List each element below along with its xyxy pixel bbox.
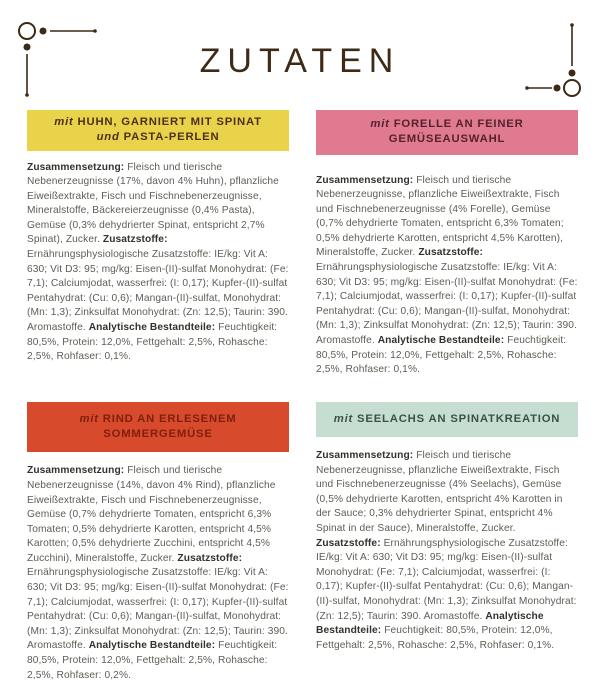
- header-prefix: mit: [79, 412, 99, 425]
- analytische-text: Feuchtigkeit: 80,5%, Protein: 12,0%, Fettgehalt: 2,5%, Rohasche: 2,5%, Rohfaser: 0,1%.: [27, 322, 278, 363]
- section-seelachs: [316, 402, 578, 683]
- section-seelachs-body: [316, 449, 578, 653]
- section-huhn-body: [27, 161, 289, 365]
- section-forelle: [316, 110, 578, 378]
- zusammensetzung-label: Zusammensetzung:: [316, 174, 414, 186]
- page-title: ZUTATEN: [199, 42, 401, 80]
- header-title-line2: PASTA-PERLEN: [123, 131, 220, 144]
- zusatzstoffe-label: Zusatzstoffe:: [102, 234, 168, 246]
- analytische-text: Feuchtigkeit: 80,5%, Protein: 12,0%, Fettgehalt: 2,5%, Rohasche: 2,5%, Rohfaser: 0,2%.: [27, 640, 278, 681]
- zusammensetzung-label: Zusammensetzung:: [27, 465, 125, 477]
- zusammensetzung-text: Fleisch und tierische Nebenerzeugnisse, pflanzliche Eiweißextrakte, Fisch und Fischnebenerzeugnisse (4% Forelle), Gemüse (0,7% dehydrierte Tomaten, entspricht 6,3% Tomaten; 0,5% dehydrierte Karotten, entspricht 4,5% Karotten), Mineralstoffe, Zucker.: [316, 174, 564, 259]
- zusatzstoffe-text: Ernährungsphysiologische Zusatzstoffe: IE/kg: Vit A: 630; Vit D3: 95; mg/kg: Eisen-(II)-sulfat Monohydrat: (Fe: 7,1); Calciumjodat, wasserfrei: (I: 0,17); Kupfer-(II)-sulfat Pentahydrat: (Cu: 0,6); Mangan-(II)-sulfat, Monohydrat: (Mn: 1,3); Zinksulfat Monohydrat: (Zn: 12,5); Taurin: 390. Aromastoffe.: [316, 537, 577, 622]
- corner-ornament-top-left-icon: [16, 18, 116, 100]
- header-title-line1: SEELACHS AN SPINATKREATION: [357, 412, 561, 425]
- section-rind-body: [27, 464, 289, 683]
- zusatzstoffe-text: Ernährungsphysiologische Zusatzstoffe: IE/kg: Vit A: 630; Vit D3: 95; mg/kg: Eisen-(II)-sulfat Monohydrat: (Fe: 7,1); Calciumjodat, wasserfrei: (I: 0,17); Kupfer-(II)-sulfat Pentahydrat: (Cu: 0,6); Mangan-(II)-sulfat, Monohydrat: (Mn: 1,3); Zinksulfat Monohydrat: (Zn: 12,5); Taurin: 390. Aromastoffe.: [316, 262, 578, 347]
- analytische-text: Feuchtigkeit: 80,5%, Protein: 12,0%, Fettgehalt: 2,5%, Rohasche: 2,5%, Rohfaser: 0,1%.: [316, 335, 567, 376]
- zusammensetzung-text: Fleisch und tierische Nebenerzeugnisse (14%, davon 4% Rind), pflanzliche Eiweißextrakte, Fisch und Fischnebenerzeugnisse, Gemüse (0,7% dehydrierte Tomaten, entspricht 6,3% Tomaten; 0,5% dehydrierte Karotten, entspricht 4,5% Karotten; 0,5% dehydrierte Zucchini, entspricht 4,5% Zucchini), Mineralstoffe, Zucker.: [27, 465, 276, 564]
- header-title-line1: RIND AN ERLESENEM SOMMERGEMÜSE: [102, 412, 237, 441]
- section-forelle-header: [316, 110, 578, 155]
- analytische-text: Feuchtigkeit: 80,5%, Protein: 12,0%, Fettgehalt: 2,5%, Rohasche: 2,5%, Rohfaser: 0,1%.: [316, 625, 555, 651]
- product-sections-grid: [0, 104, 600, 683]
- header-title-line1: FORELLE AN FEINER GEMÜSEAUSWAHL: [388, 118, 524, 146]
- zusatzstoffe-label: Zusatzstoffe:: [418, 247, 484, 259]
- header-prefix2: und: [96, 131, 120, 144]
- header-title-line1: HUHN, GARNIERT MIT SPINAT: [77, 116, 262, 128]
- analytische-label: Analytische Bestandteile:: [316, 610, 544, 637]
- zusatzstoffe-text: Ernährungsphysiologische Zusatzstoffe: IE/kg: Vit A: 630; Vit D3: 95; mg/kg: Eisen-(II)-sulfat Monohydrat: (Fe: 7,1); Calciumjodat, wasserfrei: (I: 0,17); Kupfer-(II)-sulfat Pentahydrat: (Cu: 0,6); Mangan-(II)-sulfat, Monohydrat: (Mn: 1,3); Zinksulfat Monohydrat: (Zn: 12,5); Taurin: 390. Aromastoffe.: [27, 567, 289, 652]
- section-huhn-header: [27, 110, 289, 151]
- zusammensetzung-label: Zusammensetzung:: [27, 161, 125, 173]
- section-huhn: [27, 110, 289, 378]
- header-prefix: mit: [54, 116, 74, 128]
- section-forelle-body: [316, 174, 578, 378]
- header-prefix: mit: [333, 412, 354, 425]
- header-prefix: mit: [370, 118, 390, 130]
- section-rind-header: [27, 402, 289, 453]
- zusammensetzung-label: Zusammensetzung:: [316, 450, 414, 462]
- section-rind: [27, 402, 289, 683]
- zusammensetzung-text: Fleisch und tierische Nebenerzeugnisse, pflanzliche Eiweißextrakte, Fisch und Fischnebenerzeugnisse (4% Seelachs), Gemüse (0,5% dehydrierte Karotten, entspricht 4% Karotten in der Sauce; 0,3% dehydrierter Spinat, entspricht 4% Spinat in der Sauce), Mineralstoffe, Zucker.: [316, 450, 563, 535]
- zusatzstoffe-text: Ernährungsphysiologische Zusatzstoffe: IE/kg: Vit A: 630; Vit D3: 95; mg/kg: Eisen-(II)-sulfat Monohydrat: (Fe: 7,1); Calciumjodat, wasserfrei: (I: 0,17); Kupfer-(II)-sulfat Pentahydrat: (Cu: 0,6); Mangan-(II)-sulfat, Monohydrat: (Mn: 1,3); Zinksulfat Monohydrat: (Zn: 12,5); Taurin: 390. Aromastoffe.: [27, 249, 289, 334]
- zusatzstoffe-label: Zusatzstoffe:: [177, 552, 243, 564]
- analytische-label: Analytische Bestandteile:: [88, 640, 216, 652]
- zusatzstoffe-label: Zusatzstoffe:: [316, 537, 381, 549]
- section-seelachs-header: [316, 402, 578, 437]
- zusammensetzung-text: Fleisch und tierische Nebenerzeugnisse (17%, davon 4% Huhn), pflanzliche Eiweißextrakte, Fisch und Fischnebenerzeugnisse, Mineralstoffe, Bäckereierzeugnisse (0,4% Pasta), Gemüse (0,3% dehydrierter Spinat, entspricht 2,7% Spinat), Zucker.: [27, 161, 279, 246]
- page-header: [0, 0, 600, 104]
- corner-ornament-top-right-icon: [506, 18, 584, 100]
- analytische-label: Analytische Bestandteile:: [377, 335, 505, 347]
- analytische-label: Analytische Bestandteile:: [88, 322, 216, 334]
